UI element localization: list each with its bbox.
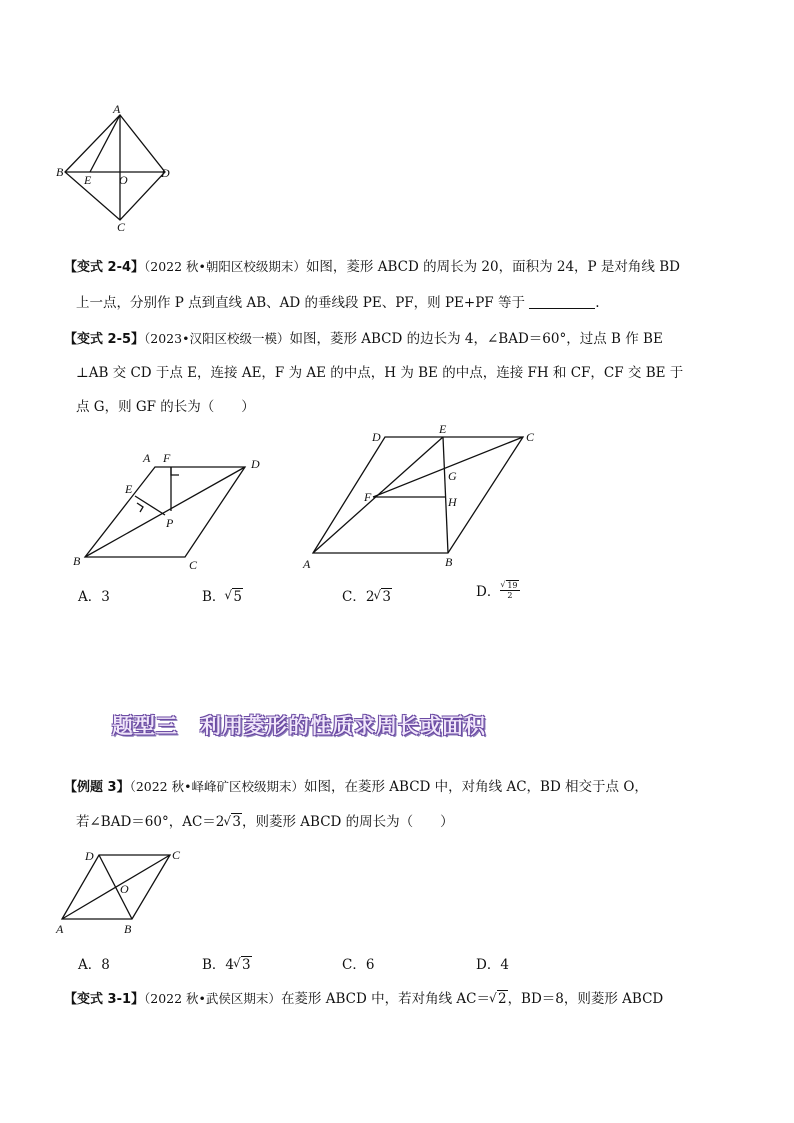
sqrt: √ 5 <box>225 589 243 605</box>
label-a: A <box>143 451 151 465</box>
section-title: 题型三 利用菱形的性质求周长或面积 <box>112 714 486 738</box>
problem-text: ⊥AB 交 CD 于点 E，连接 AE，F 为 AE 的中点，H 为 BE 的中点，连接 FH 和 CF，CF 交 BE 于 <box>76 365 684 381</box>
label-c: C <box>172 848 181 862</box>
label-a: A <box>56 922 64 936</box>
option-c[interactable]: C．6 <box>342 957 375 973</box>
problem-2-4-line2 <box>76 292 600 314</box>
example-3-line1 <box>64 776 648 799</box>
figure-rhombus-1 <box>55 100 185 235</box>
label-e: E <box>125 482 133 496</box>
label-a: A <box>303 557 311 571</box>
sqrt: √ 3 <box>374 589 392 605</box>
label-b: B <box>73 554 81 568</box>
label-p: P <box>166 516 174 530</box>
problem-2-5-line3 <box>76 396 255 418</box>
sqrt: √ 2 <box>490 988 508 1010</box>
problem-source: （2023•汉阳区校级一模） <box>144 331 290 346</box>
figure-rhombus-3 <box>298 422 543 575</box>
option-b[interactable]: B．4√ 3 <box>202 953 252 973</box>
problem-tag: 【例题 3】 <box>64 780 130 795</box>
problem-tag: 【变式 2-5】 <box>64 332 145 347</box>
sqrt: √ 3 <box>224 811 242 833</box>
label-d: D <box>161 166 170 180</box>
label-d: D <box>372 430 381 444</box>
label-o: O <box>120 882 129 896</box>
label-c: C <box>526 430 535 444</box>
label-c: C <box>117 220 126 234</box>
fraction: √ $\frac{19}{2}$ <box>500 581 519 600</box>
example-3-line2: 若∠BAD＝60°，AC＝2√ 3，则菱形 ABCD 的周长为（ ） <box>76 811 454 833</box>
label-o: O <box>119 173 128 187</box>
option-a[interactable]: A．8 <box>78 957 110 973</box>
label-e: E <box>84 173 92 187</box>
problem-2-4-line1 <box>64 256 680 279</box>
label-b: B <box>56 165 64 179</box>
problem-text: 点 G，则 GF 的长为（ ） <box>76 399 255 415</box>
problem-text: 如图，菱形 ABCD 的边长为 4，∠BAD＝60°，过点 B 作 BE <box>289 331 663 347</box>
label-d: D <box>251 457 260 471</box>
sqrt: √ 3 <box>234 957 252 973</box>
option-c[interactable]: C．2√ 3 <box>342 585 392 605</box>
option-d[interactable]: D． √ $\frac{19}{2}$ <box>476 580 520 600</box>
label-f: F <box>163 451 171 465</box>
label-g: G <box>448 469 457 483</box>
problem-2-5-line2 <box>76 362 683 384</box>
problem-tag: 【变式 2-4】 <box>64 260 145 275</box>
problem-tag: 【变式 3-1】 <box>64 992 145 1007</box>
label-d: D <box>85 849 94 863</box>
option-d[interactable]: D．4 <box>476 957 509 973</box>
option-b[interactable]: B．√ 5 <box>202 585 243 605</box>
label-f: F <box>364 490 372 504</box>
problem-text: 如图，在菱形 ABCD 中，对角线 AC，BD 相交于点 O， <box>304 779 648 795</box>
label-a: A <box>113 102 121 116</box>
answer-blank[interactable] <box>529 294 595 309</box>
label-b: B <box>445 555 453 569</box>
problem-source: （2022 秋•武侯区期末） <box>144 991 281 1006</box>
problem-2-5-line1 <box>64 328 663 351</box>
problem-text: 上一点，分别作 P 点到直线 AB、AD 的垂线段 PE、PF，则 PE+PF 等于 <box>76 295 525 311</box>
problem-source: （2022 秋•朝阳区校级期末） <box>144 259 306 274</box>
option-a[interactable]: A．3 <box>78 589 110 605</box>
label-b: B <box>124 922 132 936</box>
label-h: H <box>448 495 457 509</box>
problem-text: 如图，菱形 ABCD 的周长为 20，面积为 24，P 是对角线 BD <box>305 259 680 275</box>
label-e: E <box>439 422 447 436</box>
problem-3-1-line1: 【变式 3-1】（2022 秋•武侯区期末）在菱形 ABCD 中，若对角线 AC＝√ 2，BD＝8，则菱形 ABCD <box>64 988 663 1011</box>
figure-rhombus-2 <box>70 448 270 578</box>
figure-rhombus-4 <box>52 842 202 937</box>
problem-end: . <box>595 295 600 311</box>
label-c: C <box>189 558 198 572</box>
problem-source: （2022 秋•峄峰矿区校级期末） <box>129 779 304 794</box>
